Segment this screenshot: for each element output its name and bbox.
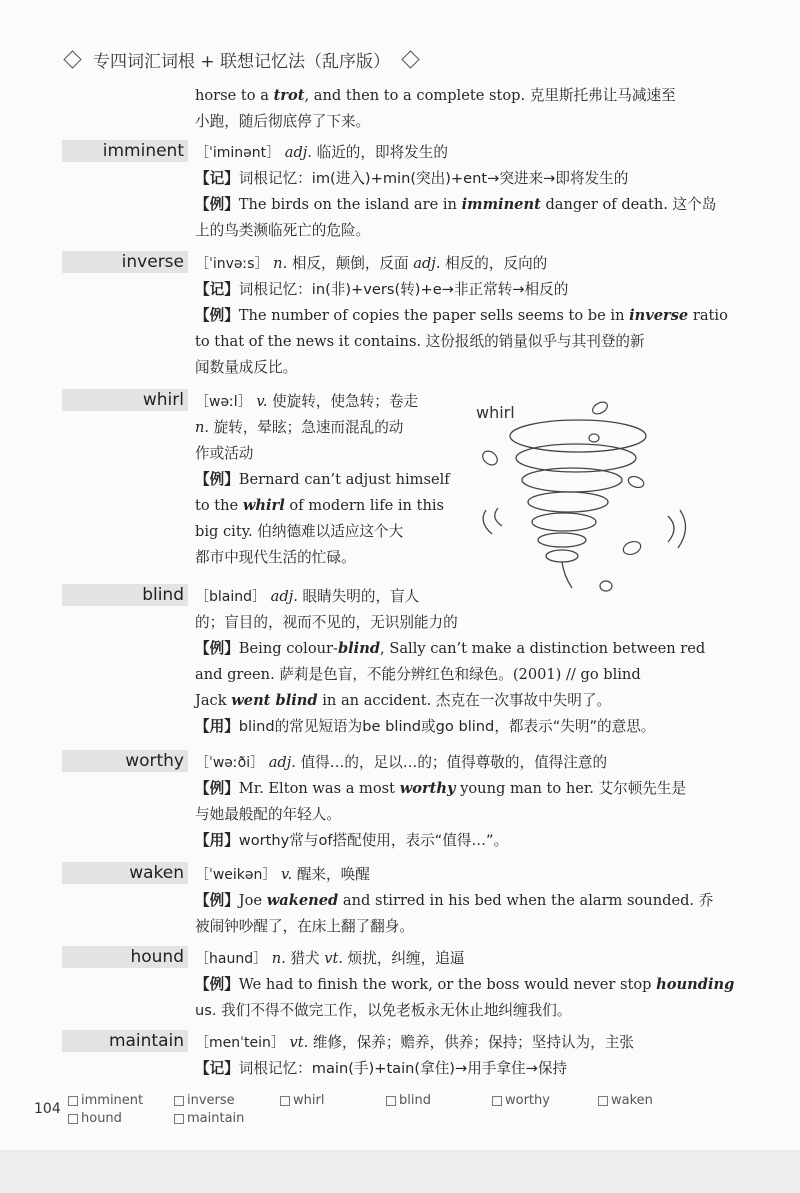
page-edge: [0, 1150, 800, 1193]
whirlwind-illustration: [468, 398, 698, 603]
checkbox-icon[interactable]: [386, 1096, 396, 1106]
header-title: 专四词汇词根 + 联想记忆法（乱序版）: [93, 51, 391, 72]
page-header: [62, 44, 421, 74]
diamond-icon: [401, 50, 419, 68]
entry-worthy: ［ˈwəːði］ adj. 值得…的，足以…的；值得尊敬的，值得注意的 【例】Mr. Elton was a most worthy young man to her. 艾尔顿先生是 与她最般配的年轻人。 【用】worthy常与of搭配使用，表示“值得…”。: [195, 754, 687, 849]
page-number: 104: [34, 1101, 61, 1117]
checkbox-icon[interactable]: [174, 1114, 184, 1124]
entry-waken: ［ˈweikən］ v. 醒来，唤醒 【例】Joe wakened and stirred in his bed when the alarm sounded. 乔 被闹钟吵醒了，在床上翻了翻身。: [195, 866, 714, 935]
entry-blind: ［blaind］ adj. 眼睛失明的，盲人 的；盲目的，视而不见的，无识别能力的 【例】Being colour-blind, Sally can’t make a distinction between red and green. 萨莉是色盲，不能分辨红色和绿色。(2001) // go blind Jack went blind in an accident. 杰克在一次事故中失明了。 【用】blind的常见短语为be blind或go blind，都表示“失明”的意思。: [195, 588, 706, 735]
checklist-item[interactable]: imminent: [68, 1093, 174, 1108]
entry-inverse: ［ˈinvəːs］ n. 相反，颠倒，反面 adj. 相反的，反向的 【记】词根记忆：in(非)+vers(转)+e→非正常转→相反的 【例】The number of copies the paper sells seems to be in inverse ratio to that of the news it contains. 这份报纸的销量似乎与其刊登的新 闻数量成反比。: [195, 255, 728, 376]
checkbox-icon[interactable]: [598, 1096, 608, 1106]
headword-maintain: maintain: [62, 1030, 188, 1052]
checkbox-icon[interactable]: [280, 1096, 290, 1106]
checkbox-icon[interactable]: [68, 1114, 78, 1124]
intro-text: horse to a trot, and then to a complete stop. 克里斯托弗让马减速至 小跑，随后彻底停了下来。: [195, 87, 676, 130]
entry-maintain: ［menˈtein］ vt. 维修，保养；赡养，供养；保持；坚持认为，主张 【记】词根记忆：main(手)+tain(拿住)→用手拿住→保持: [195, 1034, 634, 1077]
headword-hound: hound: [62, 946, 188, 968]
review-checklist: [68, 1093, 708, 1126]
checklist-item[interactable]: hound: [68, 1111, 174, 1126]
illustration-label: whirl: [476, 403, 515, 422]
checklist-item[interactable]: worthy: [492, 1093, 598, 1108]
headword-whirl: whirl: [62, 389, 188, 411]
headword-worthy: worthy: [62, 750, 188, 772]
checklist-item[interactable]: inverse: [174, 1093, 280, 1108]
checkbox-icon[interactable]: [492, 1096, 502, 1106]
headword-waken: waken: [62, 862, 188, 884]
headword-inverse: inverse: [62, 251, 188, 273]
entry-hound: ［haund］ n. 猎犬 vt. 烦扰，纠缠，追逼 【例】We had to finish the work, or the boss would never stop hounding us. 我们不得不做完工作，以免老板永无休止地纠缠我们。: [195, 950, 735, 1019]
checklist-item[interactable]: waken: [598, 1093, 704, 1108]
checklist-item[interactable]: maintain: [174, 1111, 280, 1126]
checkbox-icon[interactable]: [68, 1096, 78, 1106]
diamond-icon: [63, 50, 81, 68]
headword-imminent: imminent: [62, 140, 188, 162]
entry-imminent: ［ˈiminənt］ adj. 临近的，即将发生的 【记】词根记忆：im(进入)+min(突出)+ent→突进来→即将发生的 【例】The birds on the island are in imminent danger of death. 这个岛 上的鸟类濒临死亡的危险。: [195, 144, 717, 239]
checkbox-icon[interactable]: [174, 1096, 184, 1106]
entry-whirl: ［wəːl］ v. 使旋转，使急转；卷走 n. 旋转，晕眩；急速而混乱的动 作或活动 【例】Bernard can’t adjust himself to the whirl of modern life in this big city. 伯纳德难以适应这个大 都市中现代生活的忙碌。: [195, 393, 450, 566]
checklist-item[interactable]: blind: [386, 1093, 492, 1108]
checklist-item[interactable]: whirl: [280, 1093, 386, 1108]
headword-blind: blind: [62, 584, 188, 606]
